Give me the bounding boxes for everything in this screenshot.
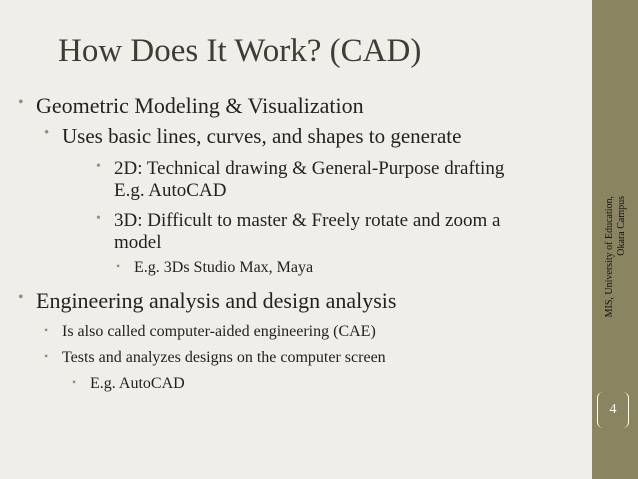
bullet-icon: •: [72, 375, 77, 389]
bullet-text: Uses basic lines, curves, and shapes to generate: [62, 124, 462, 148]
bullet-item: [96, 158, 546, 203]
slide-title: How Does It Work? (CAD): [58, 33, 422, 69]
bullet-item: [44, 124, 461, 148]
bullet-item: [44, 322, 376, 341]
bullet-icon: •: [116, 259, 121, 273]
bullet-item: [72, 374, 185, 393]
page-number: 4: [597, 392, 629, 428]
bullet-item: [44, 348, 386, 367]
bullet-text: Tests and analyzes designs on the computer screen: [62, 349, 386, 366]
footer-line-1: MIS, University of Education,: [604, 196, 615, 318]
bullet-text: 2D: Technical drawing & General-Purpose drafting E.g. AutoCAD: [114, 158, 505, 202]
bullet-text: Engineering analysis and design analysis: [36, 288, 397, 313]
bullet-item: [96, 210, 546, 255]
footer-text: [604, 196, 638, 356]
bullet-text: E.g. 3Ds Studio Max, Maya: [134, 259, 314, 276]
bullet-icon: •: [44, 125, 50, 141]
bullet-text: 3D: Difficult to master & Freely rotate and zoom a model: [114, 210, 501, 254]
bullet-icon: •: [44, 349, 49, 363]
bullet-icon: •: [18, 94, 24, 111]
bullet-icon: •: [96, 211, 101, 226]
bullet-icon: •: [44, 323, 49, 337]
bullet-text: Geometric Modeling & Visualization: [36, 93, 364, 118]
footer-line-2: Okara Campus: [616, 196, 627, 256]
bullet-icon: •: [18, 289, 24, 306]
bullet-item: [116, 258, 313, 277]
bullet-text: E.g. AutoCAD: [90, 375, 185, 392]
bullet-icon: •: [96, 159, 101, 174]
bullet-text: Is also called computer-aided engineering (CAE): [62, 323, 376, 340]
bullet-item: [18, 93, 364, 118]
bullet-item: [18, 288, 396, 313]
